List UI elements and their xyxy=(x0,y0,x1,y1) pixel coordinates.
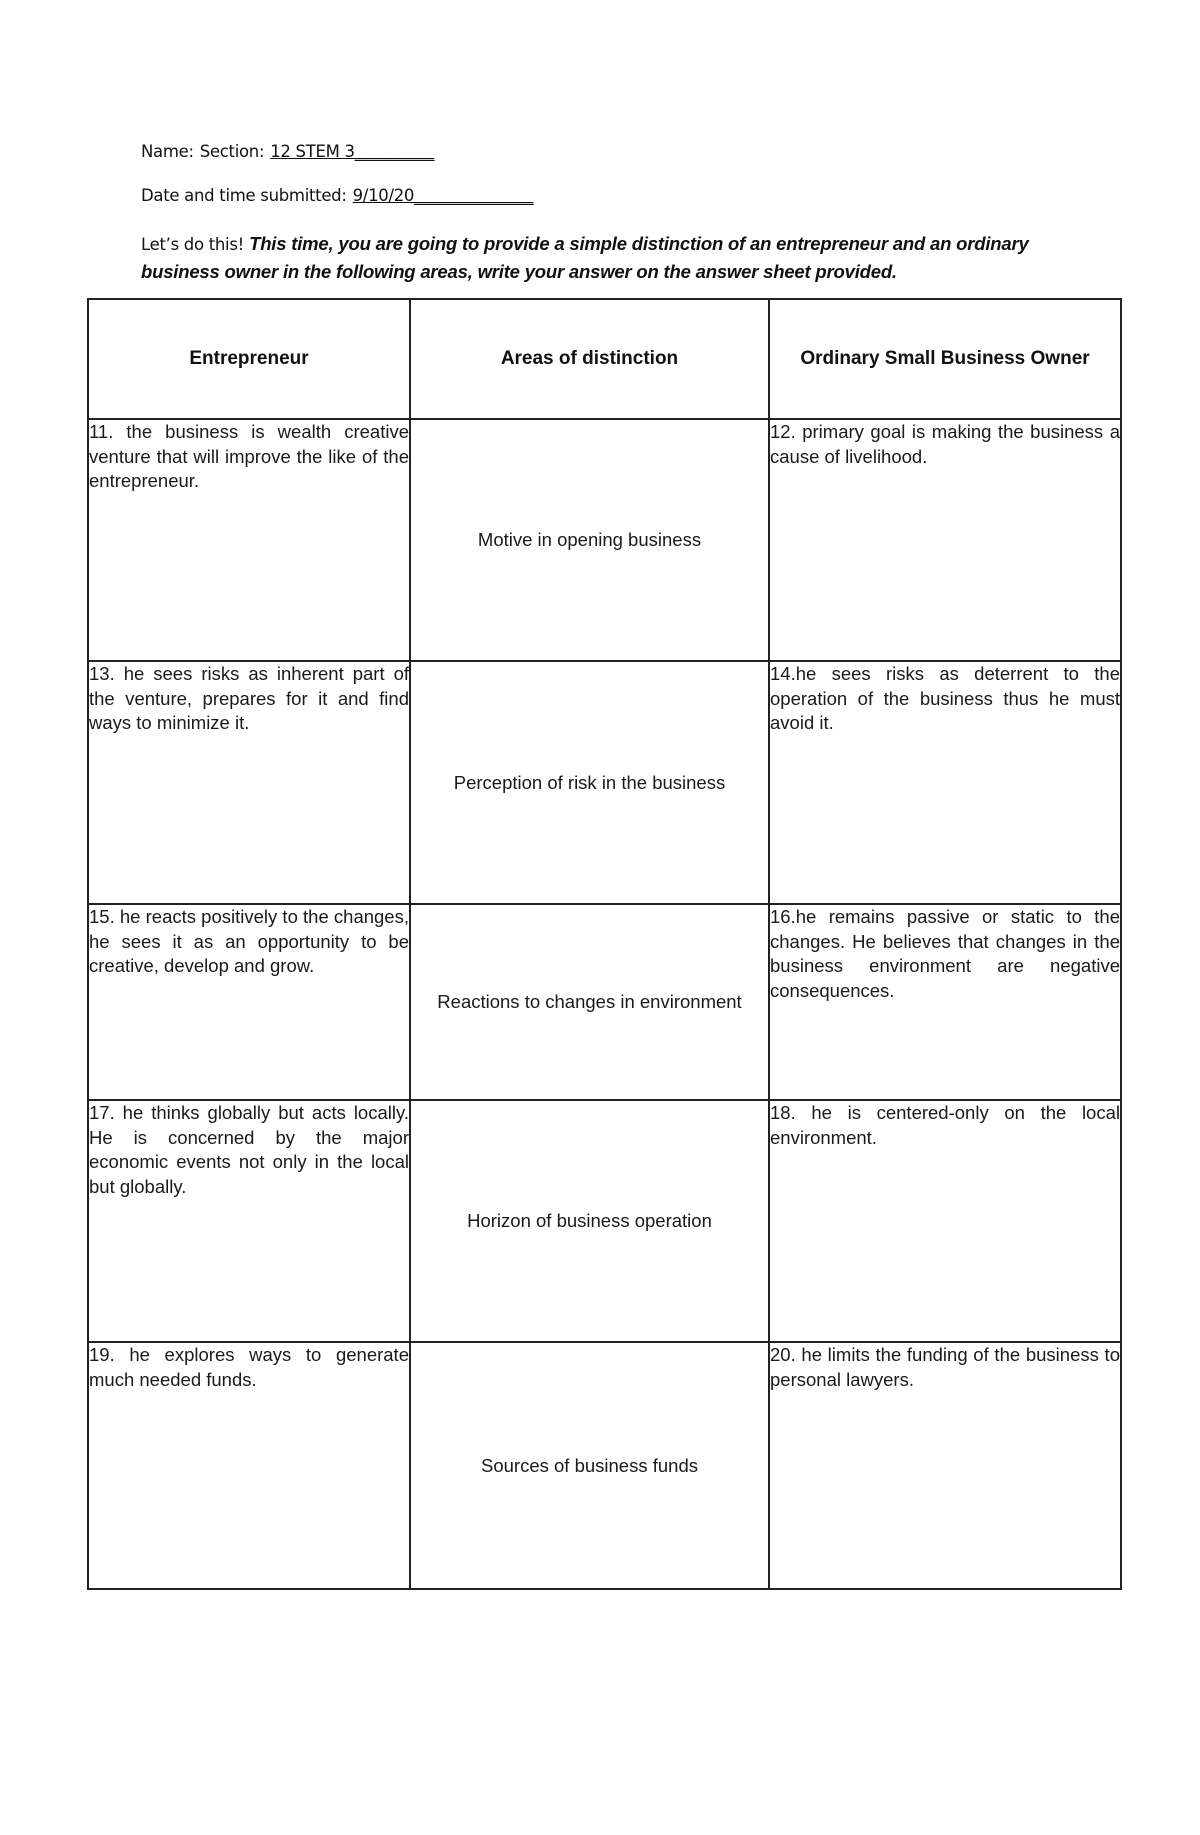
owner-answer: 12. primary goal is making the business a cause of livelihood. xyxy=(769,419,1121,661)
column-header-entrepreneur: Entrepreneur xyxy=(88,299,410,419)
owner-answer: 14.he sees risks as deterrent to the operation of the business thus he must avoid it. xyxy=(769,661,1121,904)
owner-answer: 20. he limits the funding of the business to personal lawyers. xyxy=(769,1342,1121,1589)
table-row xyxy=(88,661,1121,904)
owner-answer: 16.he remains passive or static to the changes. He believes that changes in the business environment are negative consequences. xyxy=(769,904,1121,1100)
instruction-lead: Let’s do this! xyxy=(141,235,244,254)
area-of-distinction: Horizon of business operation xyxy=(410,1100,769,1342)
area-of-distinction: Motive in opening business xyxy=(410,419,769,661)
section-label: Section: xyxy=(199,142,265,161)
column-header-area: Areas of distinction xyxy=(410,299,769,419)
entrepreneur-answer: 15. he reacts positively to the changes, he sees it as an opportunity to be creative, develop and grow. xyxy=(88,904,410,1100)
entrepreneur-answer: 11. the business is wealth creative venture that will improve the like of the entrepreneur. xyxy=(88,419,410,661)
table-row xyxy=(88,1100,1121,1342)
instruction-text: This time, you are going to provide a simple distinction of an entrepreneur and an ordinary business owner in the following areas, write your answer on the answer sheet provided. xyxy=(141,233,1029,282)
date-line xyxy=(141,186,533,206)
table-header-row xyxy=(88,299,1121,419)
area-of-distinction: Reactions to changes in environment xyxy=(410,904,769,1100)
name-label: Name: xyxy=(141,142,194,161)
section-value: 12 STEM 3__________ xyxy=(270,142,435,161)
date-label: Date and time submitted: xyxy=(141,186,347,205)
area-of-distinction: Perception of risk in the business xyxy=(410,661,769,904)
column-header-owner: Ordinary Small Business Owner xyxy=(769,299,1121,419)
owner-answer: 18. he is centered-only on the local environment. xyxy=(769,1100,1121,1342)
entrepreneur-answer: 17. he thinks globally but acts locally. He is concerned by the major economic events not only in the local but globally. xyxy=(88,1100,410,1342)
entrepreneur-answer: 13. he sees risks as inherent part of the venture, prepares for it and find ways to minimize it. xyxy=(88,661,410,904)
entrepreneur-answer: 19. he explores ways to generate much needed funds. xyxy=(88,1342,410,1589)
instructions xyxy=(141,230,1071,285)
table-row xyxy=(88,419,1121,661)
distinction-table xyxy=(87,298,1122,1590)
date-value: 9/10/20_______________ xyxy=(352,186,534,205)
area-of-distinction: Sources of business funds xyxy=(410,1342,769,1589)
table-row xyxy=(88,1342,1121,1589)
name-section-line xyxy=(141,142,434,162)
table-row xyxy=(88,904,1121,1100)
